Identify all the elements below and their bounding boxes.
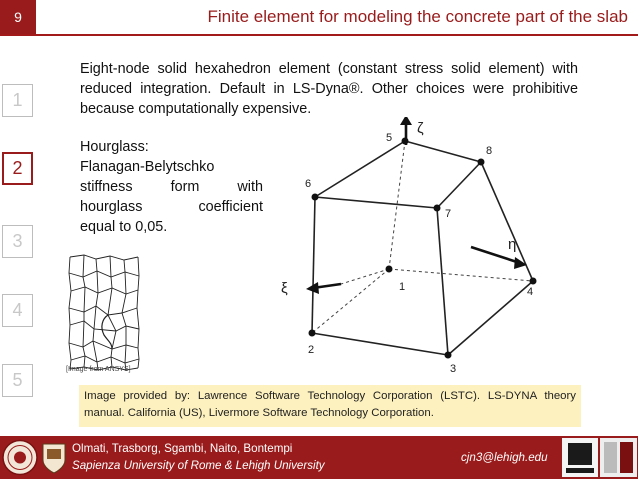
naito-logo [562,438,598,477]
slide-number: 9 [0,0,36,34]
footer-email[interactable]: cjn3@lehigh.edu [461,451,548,464]
slide-title: Finite element for modeling the concrete part of the slab [207,7,628,26]
nav-item-5[interactable]: 5 [2,364,33,397]
hourglass-line: Flanagan-Belytschko [80,159,215,175]
footer-authors: Olmati, Trasborg, Sgambi, Naito, Bontempi [72,442,293,455]
lehigh-shield-logo [41,442,67,474]
footer-university: Sapienza University of Rome & Lehigh University [72,459,325,472]
sapienza-seal-logo [2,438,38,477]
hourglass-line: equal to 0,05. [80,219,168,235]
node-label: 6 [305,178,312,190]
node-label: 3 [450,363,457,375]
hourglass-description [80,137,263,237]
node-label: 2 [308,344,315,356]
nav-item-4[interactable]: 4 [2,294,33,327]
hexahedron-element-diagram [265,117,583,377]
section-nav [0,36,38,434]
slide-footer [0,436,638,479]
hourglass-line: stiffness form with [80,179,263,195]
node-label: 4 [527,286,534,298]
lehigh-university-logo [600,438,637,477]
node-label: 7 [445,208,452,220]
zeta-axis-label: ζ [417,120,424,137]
node-label: 1 [399,281,406,293]
hourglass-line: Hourglass: [80,139,149,155]
node-label: 5 [386,132,393,144]
slide-header [0,0,638,36]
node-label: 8 [486,145,493,157]
element-description: Eight-node solid hexahedron element (constant stress solid element) with reduced integration. Default in LS-Dyna®. Other choices were prohibitive because computationally expensive. [80,61,578,117]
image-credit: Image provided by: Lawrence Software Technology Corporation (LSTC). LS-DYNA theory manual. California (US), Livermore Software Technology Corporation. [79,385,581,427]
nav-item-3[interactable]: 3 [2,225,33,258]
eta-axis-label: η [508,236,517,253]
nav-item-2[interactable]: 2 [2,152,33,185]
mesh-image-caption: [Image from ANSYS] [66,366,131,373]
nav-item-1[interactable]: 1 [2,84,33,117]
hourglass-mesh-image [66,253,142,371]
hourglass-line: hourglass coefficient [80,199,263,215]
xi-axis-label: ξ [281,280,288,297]
